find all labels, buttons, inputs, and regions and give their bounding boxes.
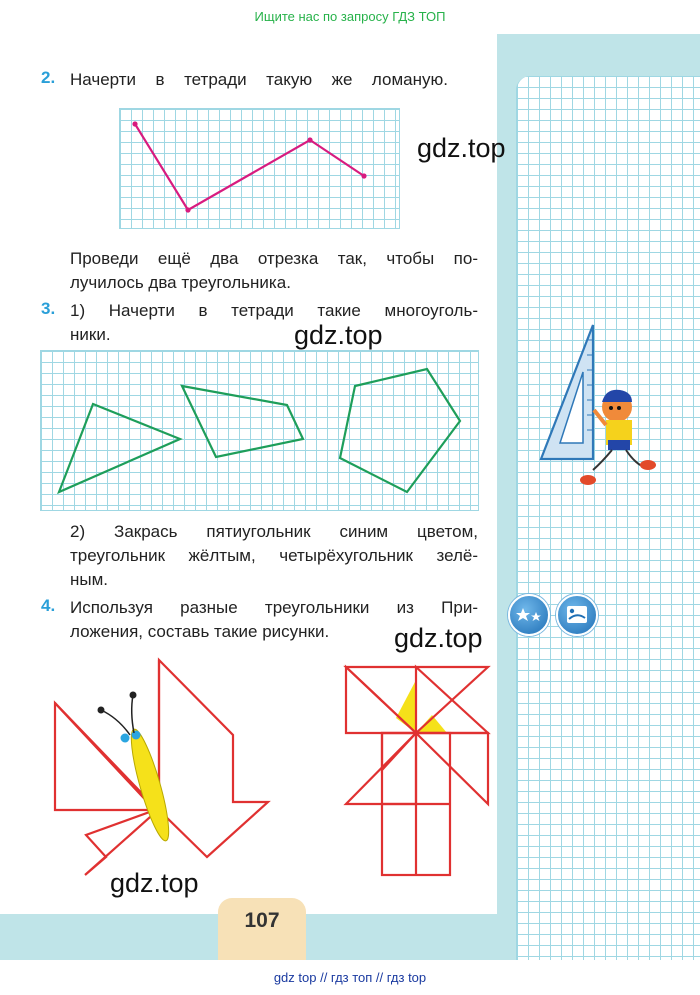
task-3-number: 3. bbox=[41, 299, 56, 318]
task-3-part2-line1: 2) Закрась пятиугольник синим цветом, bbox=[70, 522, 478, 541]
banner-text: Ищите нас по запросу ГДЗ ТОП bbox=[254, 9, 446, 24]
boy-shoe bbox=[640, 460, 656, 470]
footer bbox=[0, 960, 700, 995]
page-number: 107 bbox=[244, 909, 280, 932]
boy-shoe bbox=[580, 475, 596, 485]
page-number-tab bbox=[218, 898, 306, 960]
watermark: gdz.top bbox=[294, 320, 383, 350]
task-4-number: 4. bbox=[41, 596, 56, 615]
task-2-text-line2: Проведи ещё два отрезка так, чтобы по- bbox=[70, 249, 478, 268]
task-2-number: 2. bbox=[41, 68, 56, 87]
boy-shorts bbox=[608, 440, 630, 450]
task-3-part1-line2: ники. bbox=[70, 325, 111, 344]
task-3-part1-line1: 1) Начерти в тетради такие многоуголь- bbox=[70, 301, 478, 320]
task-4-text-line2: ложения, составь такие рисунки. bbox=[70, 622, 330, 641]
task-4-text-line1: Используя разные треугольники из При- bbox=[70, 598, 478, 617]
watermark: gdz.top bbox=[394, 623, 483, 653]
watermark: gdz.top bbox=[110, 868, 199, 898]
boy-cap bbox=[602, 390, 632, 402]
task-2-text-line3: лучилось два треугольника. bbox=[70, 273, 291, 292]
footer-text: gdz top // гдз топ // гдз top bbox=[273, 970, 427, 985]
watermark: gdz.top bbox=[417, 133, 506, 163]
task-2-text-line1: Начерти в тетради такую же ломаную. bbox=[70, 70, 448, 89]
task-3-part2-line2: треугольник жёлтым, четырёхугольник зелё- bbox=[70, 546, 478, 565]
task-3-part2-line3: ным. bbox=[70, 570, 109, 589]
